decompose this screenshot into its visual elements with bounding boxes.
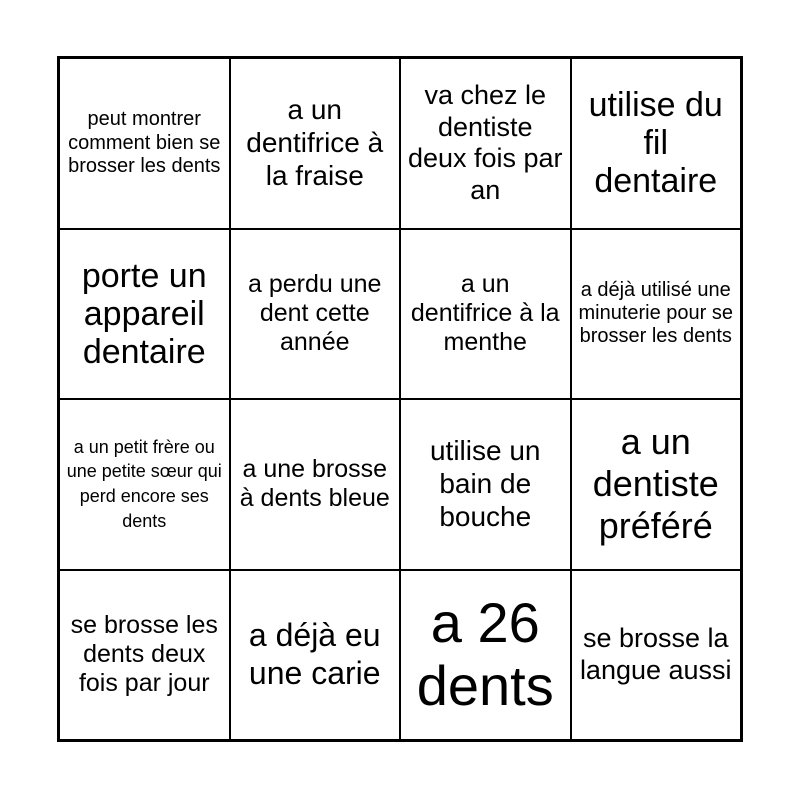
bingo-cell-r4c1[interactable] xyxy=(59,570,230,741)
bingo-cell-r4c3[interactable] xyxy=(400,570,571,741)
cell-text: va chez le dentiste deux fois par an xyxy=(407,80,563,205)
cell-text: a un dentifrice à la menthe xyxy=(410,269,560,357)
cell-text: utilise un bain de bouche xyxy=(429,435,541,532)
bingo-cell-r1c1[interactable] xyxy=(59,58,230,229)
cell-text: se brosse la langue aussi xyxy=(579,623,732,685)
bingo-cell-r2c4[interactable] xyxy=(571,229,742,400)
bingo-cell-r2c3[interactable] xyxy=(400,229,571,400)
cell-text: a un dentifrice à la fraise xyxy=(246,94,384,191)
bingo-cell-r3c1[interactable] xyxy=(59,399,230,570)
cell-text: peut montrer comment bien se brosser les dents xyxy=(68,108,221,177)
cell-text: utilise du fil dentaire xyxy=(588,86,723,201)
bingo-cell-r4c2[interactable] xyxy=(230,570,401,741)
cell-text: a 26 dents xyxy=(416,591,554,717)
bingo-cell-r4c4[interactable] xyxy=(571,570,742,741)
bingo-cell-r1c2[interactable] xyxy=(230,58,401,229)
cell-text: a déjà eu une carie xyxy=(248,617,381,691)
bingo-cell-r3c3[interactable] xyxy=(400,399,571,570)
bingo-cell-r2c1[interactable] xyxy=(59,229,230,400)
bingo-board xyxy=(57,56,743,742)
cell-text: porte un appareil dentaire xyxy=(81,256,207,371)
cell-text: se brosse les dents deux fois par jour xyxy=(70,610,218,698)
bingo-cell-r1c3[interactable] xyxy=(400,58,571,229)
bingo-cell-r3c4[interactable] xyxy=(571,399,742,570)
bingo-cell-r1c4[interactable] xyxy=(571,58,742,229)
cell-text: a un dentiste préféré xyxy=(592,421,719,547)
bingo-cell-r2c2[interactable] xyxy=(230,229,401,400)
cell-text: a perdu une dent cette année xyxy=(248,269,382,357)
cell-text: a déjà utilisé une minuterie pour se brosser les dents xyxy=(578,278,734,348)
cell-text: a un petit frère ou une petite sœur qui perd encore ses dents xyxy=(66,436,222,532)
bingo-cell-r3c2[interactable] xyxy=(230,399,401,570)
cell-text: a une brosse à dents bleue xyxy=(239,455,390,513)
